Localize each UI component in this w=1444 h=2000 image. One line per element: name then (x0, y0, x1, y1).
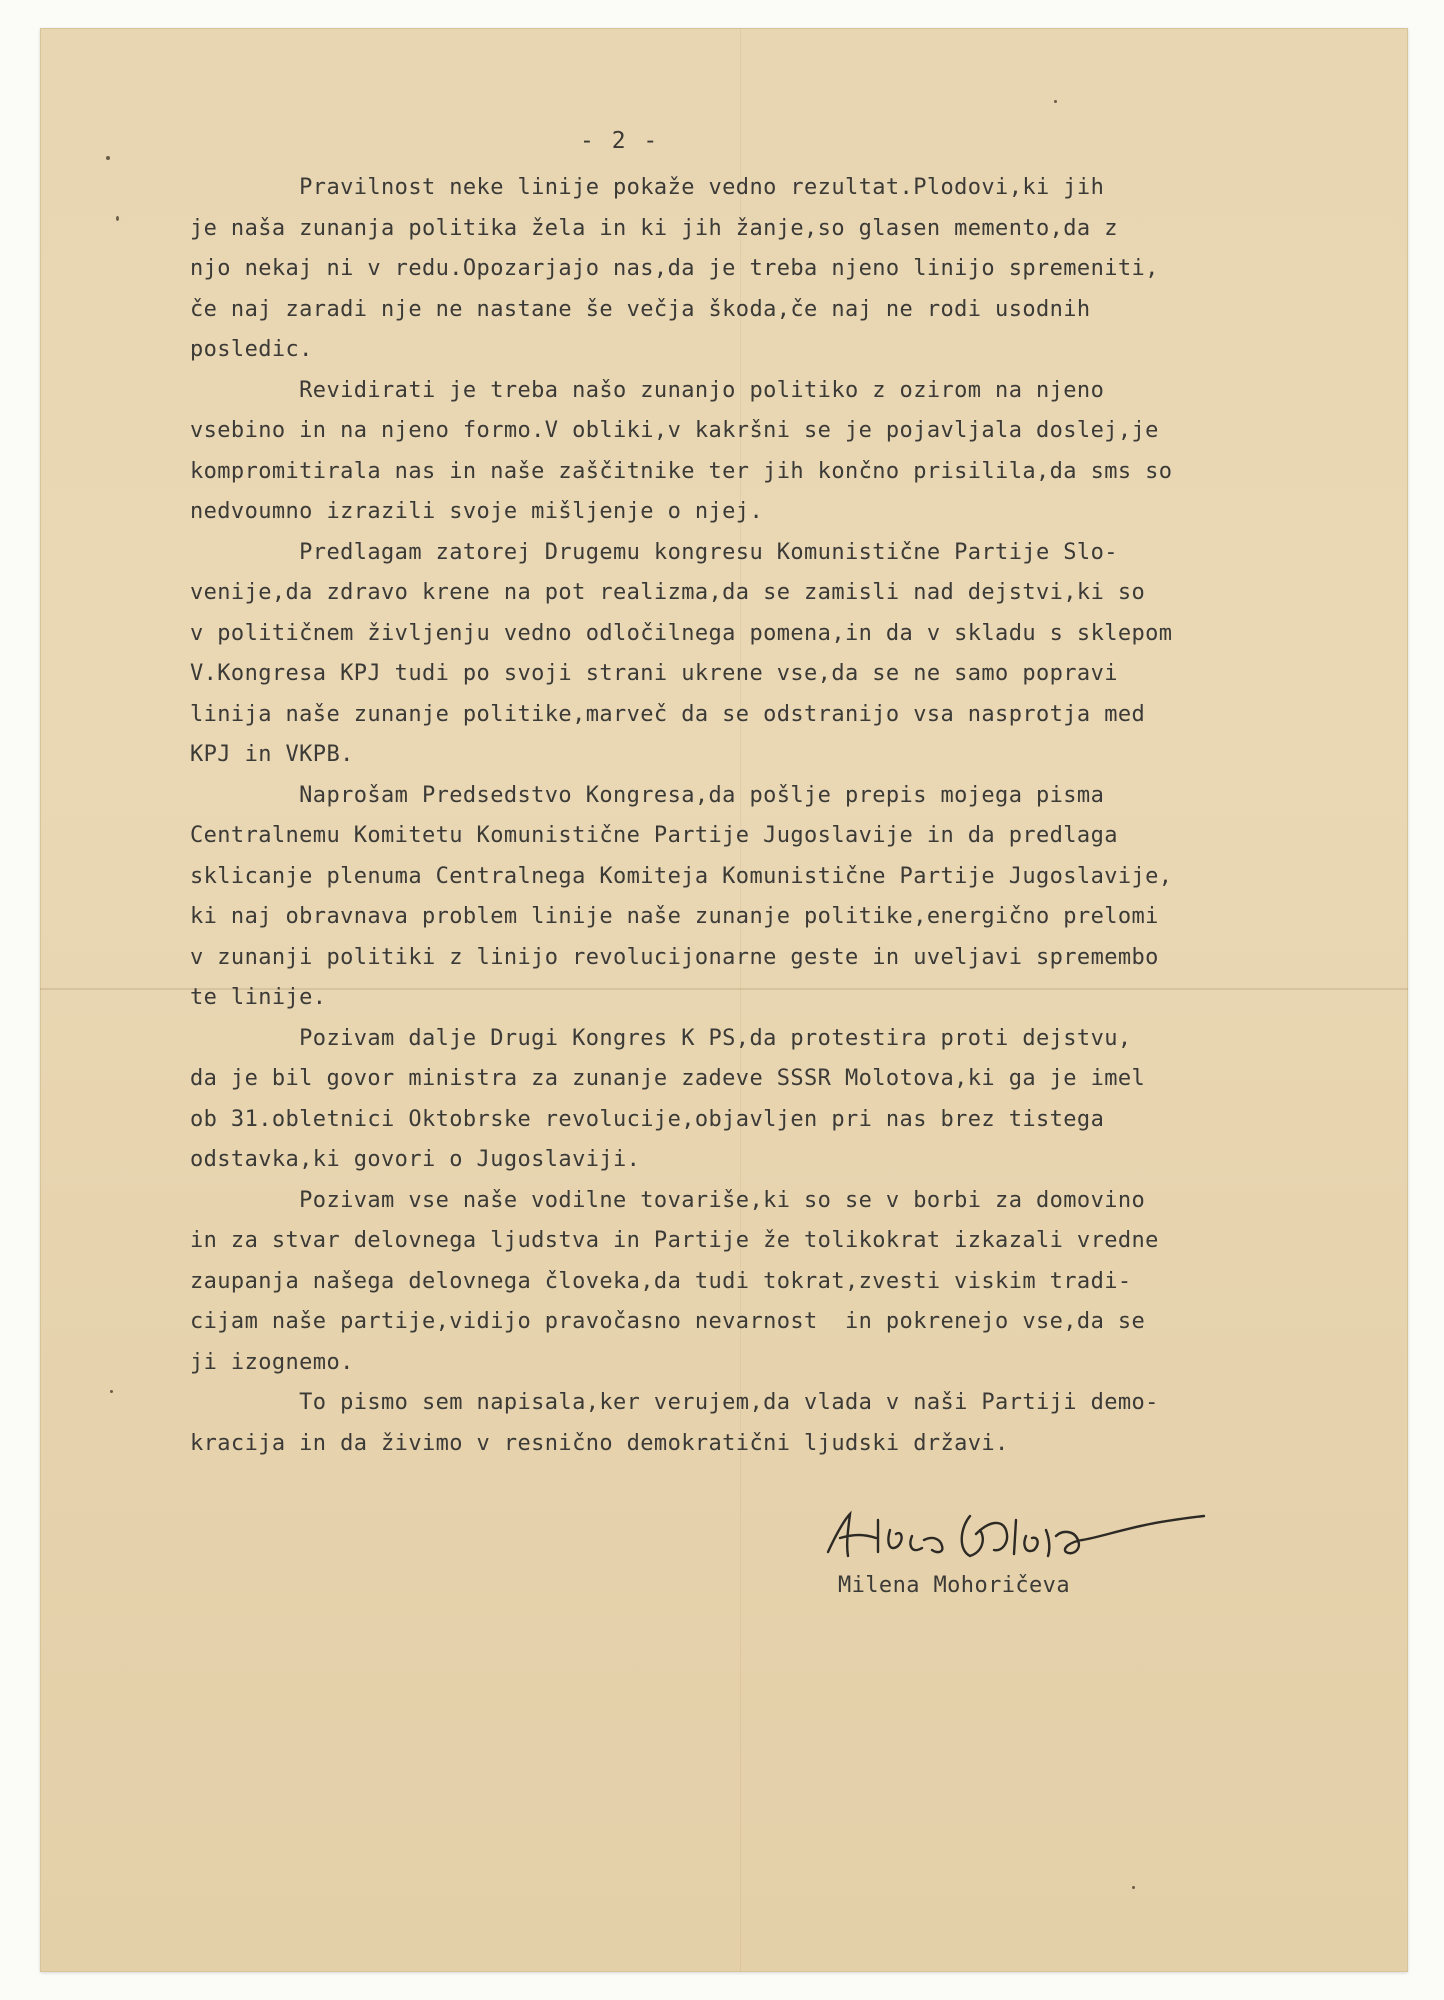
text-line: ob 31.obletnici Oktobrske revolucije,objavljen pri nas brez tistega (190, 1106, 1105, 1132)
paper-speck (116, 216, 119, 221)
document-sheet (40, 28, 1408, 1972)
text-line: linija naše zunanje politike,marveč da se odstranijo vsa nasprotja med (190, 701, 1146, 727)
text-line: in za stvar delovnega ljudstva in Partije že tolikokrat izkazali vredne (190, 1228, 1159, 1253)
text-line: cijam naše partije,vidijo pravočasno nevarnost in pokrenejo vse,da se (190, 1309, 1146, 1334)
text-line: venije,da zdravo krene na pot realizma,da se zamisli nad dejstvi,ki so (190, 580, 1146, 605)
text-line: Predlagam zatorej Drugemu kongresu Komunistične Partije Slo- (190, 539, 1118, 565)
paper-speck (110, 1390, 113, 1393)
text-line: KPJ in VKPB. (190, 742, 354, 767)
text-line: da je bil govor ministra za zunanje zadeve SSSR Molotova,ki ga je imel (190, 1066, 1146, 1091)
text-line: Pozivam vse naše vodilne tovariše,ki so se v borbi za domovino (190, 1187, 1146, 1213)
text-line: kracija in da živimo v resnično demokratični ljudski državi. (190, 1430, 1009, 1456)
paper-speck (1132, 1886, 1135, 1889)
handwritten-signature (820, 1500, 1220, 1570)
text-line: odstavka,ki govori o Jugoslaviji. (190, 1147, 641, 1172)
text-line: kompromitirala nas in naše zaščitnike ter jih končno prisilila,da sms so (190, 458, 1173, 484)
text-line: vsebino in na njeno formo.V obliki,v kakršni se je pojavljala doslej,je (190, 418, 1159, 443)
paper-speck (106, 156, 110, 160)
text-line: v zunanji politiki z linijo revolucijonarne geste in uveljavi spremembo (190, 944, 1159, 970)
paper-speck (1054, 100, 1057, 103)
letter-body (190, 168, 1370, 1464)
text-line: ji izognemo. (190, 1349, 354, 1375)
page-number: - 2 - (580, 128, 660, 154)
text-line: Naprošam Predsedstvo Kongresa,da pošlje prepis mojega pisma (190, 782, 1105, 808)
text-line: Centralnemu Komitetu Komunistične Partije Jugoslavije in da predlaga (190, 823, 1118, 848)
text-line: njo nekaj ni v redu.Opozarjajo nas,da je treba njeno linijo spremeniti, (190, 256, 1159, 281)
text-line: Pozivam dalje Drugi Kongres K PS,da protestira proti dejstvu, (190, 1025, 1132, 1051)
text-line: posledic. (190, 337, 313, 362)
text-line: Revidirati je treba našo zunanjo politiko z ozirom na njeno (190, 377, 1105, 403)
typed-signatory-name: Milena Mohoričeva (838, 1573, 1070, 1598)
text-line: Pravilnost neke linije pokaže vedno rezultat.Plodovi,ki jih (190, 175, 1105, 200)
text-line: nedvoumno izrazili svoje mišljenje o njej. (190, 499, 764, 524)
text-line: sklicanje plenuma Centralnega Komiteja Komunistične Partije Jugoslavije, (190, 863, 1173, 889)
text-line: v političnem življenju vedno odločilnega pomena,in da v skladu s sklepom (190, 620, 1173, 646)
text-line: te linije. (190, 985, 327, 1010)
text-line: zaupanja našega delovnega človeka,da tudi tokrat,zvesti viskim tradi- (190, 1268, 1132, 1294)
text-line: če naj zaradi nje ne nastane še večja škoda,če naj ne rodi usodnih (190, 296, 1091, 322)
text-line: je naša zunanja politika žela in ki jih žanje,so glasen memento,da z (190, 215, 1118, 241)
text-line: ki naj obravnava problem linije naše zunanje politike,energično prelomi (190, 904, 1159, 929)
text-line: To pismo sem napisala,ker verujem,da vlada v naši Partiji demo- (190, 1390, 1159, 1415)
text-line: V.Kongresa KPJ tudi po svoji strani ukrene vse,da se ne samo popravi (190, 661, 1118, 686)
